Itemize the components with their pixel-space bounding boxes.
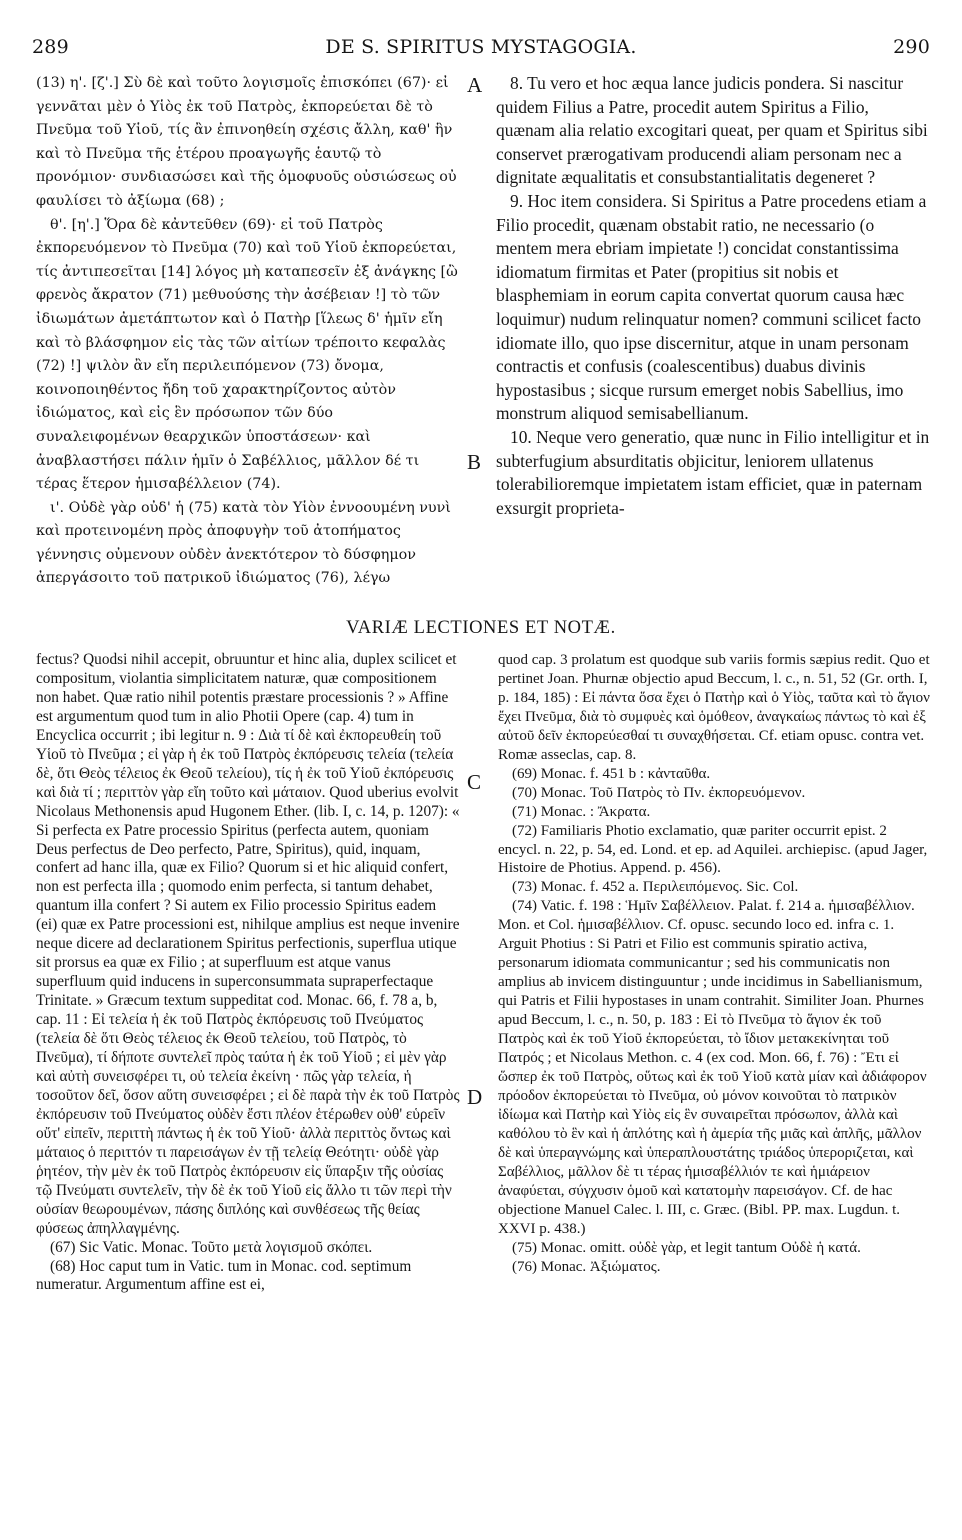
greek-paragraph: θ'. [η'.] Ὅρα δὲ κἀντεῦθεν (69)· εἰ τοῦ Πατρὸς ἐκπορευόμενον τὸ Πνεῦμα (70) καὶ τοῦ Υἱοῦ ἐκπορεύεται, τίς ἀντιπεσεῖται [14] λόγος μὴ καταπεσεῖν ἐξ ἀνάγκης [ὢ φρενὸς ἄκρατον (71) μεθυούσης τὴν ἀσέβειαν !] τὸ τῶν ἰδιωμάτων ἀμετάπτωτον καὶ ὁ Πατὴρ [ἵλεως δ' ἡμῖν εἴη καὶ τὸ βλάσφημον εἰς τὰς τῶν αἰτίων τρέποιτο κεφαλὰς (72) !] ψιλὸν ἂν εἴη περιλειπόμενον (73) ὄνομα, κοινοποιηθέντος ἤδη τοῦ χαρακτηρίζοντος αὐτὸν ἰδιώματος, καὶ εἰς ἓν πρόσωπον τῶν δύο συναλειφομένων θεαρχικῶν ὑποστάσεων· καὶ ἀναβλαστήσει πάλιν ἡμῖν ὁ Σαβέλλιος, μᾶλλον δέ τι τέρας ἕτερον ἡμισαβέλλειον (74).: [36, 216, 458, 493]
greek-paragraph: (13) η'. [ζ'.] Σὺ δὲ καὶ τοῦτο λογισμοῖς ἐπισκόπει (67)· εἰ γεννᾶται μὲν ὁ Υἱὸς ἐκ τοῦ Πατρὸς, ἐκπορεύεται δὲ τὸ Πνεῦμα τοῦ Υἱοῦ, τίς ἂν ἐπινοηθείη σχέσις ἄλλη, καθ' ἣν καὶ τὸ Πνεῦμα τῆς ἑτέρου προαγωγῆς ἑαυτῷ τὸ προνόμιον· συνδιασώσει καὶ τῆς ὁμοφυοῦς οὐσιώσεως οὐ φαυλίσει τὸ ἀξίωμα (68) ;: [36, 75, 457, 209]
greek-text-column: [36, 72, 460, 612]
section-marker-c: C: [467, 770, 482, 794]
note-paragraph: (76) Monac. Ἀξιώματος.: [512, 1258, 661, 1275]
notes-left-column: [36, 651, 460, 1523]
note-paragraph: fectus? Quodsi nihil accepit, obruuntur et hinc alia, duplex scilicet et compositum, violantia simplicitatem naturæ, quæ compositionem non habet. Quæ ratio nihil potentis præstare processionis ? » Affine est argumentum quod tum in alio Photii Opere (cap. 4) tum in Encyclica occurrit ; ibi legitur n. 9 : Διὰ τί δὲ καὶ ἐκπορευθείη τοῦ Υἱοῦ τὸ Πνεῦμα ; εἰ γὰρ ἡ ἐκ τοῦ Πατρὸς ἐκπόρευσις τελεία (τελεία δὲ, ὅτι Θεὸς τέλειος ἐκ Θεοῦ τελείου), τίς ἡ ἐκ τοῦ Υἱοῦ ἐκπόρευσις καὶ διὰ τί ; περιττὸν γὰρ εἴη τοῦτο καὶ μάταιον. Quod uberius evolvit Nicolaus Methonensis apud Hugonem Ether. (lib. I, c. 14, p. 1207): « Si perfecta ex Patre processio Spiritus (perfecta autem, quoniam Deus perfectus de Deo perfecto, Patre, Spiritus), quid, inquam, confert ad hanc illa, quæ ex Filio? Quorum si et hic aliquid confert, non est perfecta illa ; quomodo enim perfecta, si tantum dehabet, quantum illa confert ? Si autem ex Filio processio Spiritus eadem (ei) quæ ex Patre processioni est, nihilque amplius est neque invenire neque dicere ad declarationem Spiritus perfectionis, superflua utique sit prorsus ea quæ ex Filio ; at superfluum est atque vanus superfluum quid inducens in superconsummata supraperfectaque Trinitate. » Græcum textum suppeditat cod. Monac. 66, f. 78 a, b, cap. 11 : Εἰ τελεία ἡ ἐκ τοῦ Πατρὸς ἐκπόρευσις τοῦ Πνεύματος (τελεία δὲ ὅτι Θεὸς τέλειος ἐκ Θεοῦ τελείου, τοῦ Πατρὸς, τὸ Πνεῦμα), τί δήποτε συντελεῖ πρὸς ταύτα ἡ ἐκ τοῦ Υἱοῦ ; εἰ μὲν γὰρ καὶ αὐτὴ συνεισφέρει τι, οὐ τελεία ἐκείνη · πῶς γὰρ τελεία, ἡ τοσοῦτον δεῖ, ὅσον αὕτη συνεισφέρει ; εἰ δὲ παρὰ τὴν ἐκ τοῦ Πατρὸς ἐκπόρευσιν τοῦ Πνεύματος οὐδὲν ἔστι πλέον ἑτέρωθεν οὐθ' εὑρεῖν οὔτ' εἰπεῖν, περιττὴ πάντως ἡ ἐκ τοῦ Υἱοῦ· ἀλλὰ περιττὸς ὄντως καὶ μάταιος ὁ περιττόν τι παρεισάγων ἐν τῇ τελείᾳ Θεότητι· οὐδὲ γὰρ ῥητέον, τὴν μὲν ἐκ τοῦ Πατρὸς ἐκπόρευσιν εἰς ὕπαρξιν τῆς οὐσίας τῷ Πνεύματι συντελεῖν, τὴν δὲ ἐκ τοῦ Υἱοῦ εἰς ἄλλο τι τῶν περὶ τὴν οὐσίαν θεωρουμένων, πάσης διπλόης καὶ συνθέσεως τῆς θείας φύσεως ἀπηλλαγμένης.: [36, 651, 460, 1237]
note-paragraph: (73) Monac. f. 452 a. Περιλειπόμενος. Sic. Col.: [512, 879, 799, 896]
note-paragraph: (75) Monac. omitt. οὐδὲ γὰρ, et legit tantum Οὐδὲ ἡ κατά.: [512, 1239, 861, 1256]
latin-paragraph: 10. Neque vero generatio, quæ nunc in Filio intelligitur et in subterfugium absurditatis objicitur, leniorem ullatenus tolerabilioremque impietatem istam efficiet, quæ in paternam exsurgit proprieta-: [496, 426, 930, 518]
note-paragraph: (69) Monac. f. 451 b : κἀνταῦθα.: [512, 765, 711, 782]
note-paragraph: (71) Monac. : Ἄκρατα.: [512, 803, 651, 820]
note-paragraph: (67) Sic Vatic. Monac. Τοῦτο μετὰ λογισμοῦ σκόπει.: [50, 1238, 373, 1256]
page-number-left: 289: [32, 36, 69, 58]
note-paragraph: (74) Vatic. f. 198 : Ἡμῖν Σαβέλλειον. Palat. f. 214 a. ἡμισαβέλλιον. Mon. et Col. ἡμισαβέλλιον. Cf. opusc. secundo loco ed. infra c. 1. Arguit Photius : Si Patri et Filio est communis spiratio activa, personarum idiomata communicantur ; sed his communicatis non amplius ab invicem distinguuntur ; unde incidimus in Sabellianismum, qui Patris et Filii hypostases in unam contrahit. Similiter Joan. Phurnes apud Beccum, l. c., n. 50, p. 183 : Εἰ τὸ Πνεῦμα τὸ ἅγιον ἐκ τοῦ Πατρὸς καὶ ἐκ τοῦ Υἱοῦ ἐκπορεύεται, τὸ ἴδιον μετακεκίνηται τοῦ Πατρός ; et Nicolaus Methon. c. 4 (ex cod. Mon. 66, f. 76) : Ἔτι εἰ ὥσπερ ἐκ τοῦ Πατρὸς, οὕτως καὶ ἐκ τοῦ Υἱοῦ κατὰ μίαν καὶ ἀδιάφορον πρόοδον ἐκπορεύεται τὸ Πνεῦμα, οὐ μόνον κοινοῦται τὸ πατρικὸν ἰδίωμα καὶ Πατὴρ καὶ Υἱὸς εἰς ἓν συναιρεῖται πρόσωπον, ἀλλὰ καὶ καθόλου τὸ ἓν καὶ ἡ ἁπλότης καὶ ἡ ἀμερία τῆς μιᾶς καὶ ἁπλῆς, μᾶλλον δὲ καὶ ὑπεραγνώμης καὶ ὑπεραπλουστάτης τριάδος ὑπεροριζεται, καὶ Σαβέλλιος, μᾶλλον δὲ τι τέρας ἡμισαβέλλιόν τε καὶ ἡμιάρειον ἀναφύεται, σύγχυσιν ὁμοῦ καὶ κατατομὴν παρεισάγον. Cf. de hac objectione Manuel Calec. l. III, c. Græc. (Bibl. PP. max. Lugdun. t. XXVI p. 438.): [498, 898, 927, 1237]
page-number-right: 290: [893, 36, 930, 58]
running-title: DE S. SPIRITUS MYSTAGOGIA.: [325, 36, 637, 58]
greek-paragraph: ι'. Οὐδὲ γὰρ οὐδ' ἡ (75) κατὰ τὸν Υἱὸν ἐννοουμένη νυνὶ καὶ προτεινομένη πρὸς ἀποφυγὴν τοῦ ἀτοπήματος γέννησις οὐμενουν οὐδὲν ἀνεκτότερον τὸ δύσφημον ἀπεργάσοιτο τοῦ πατρικοῦ ἰδιώματος (76), λέγω: [36, 499, 451, 587]
notes-heading: VARIÆ LECTIONES ET NOTÆ.: [346, 618, 616, 638]
page-header: [32, 36, 930, 62]
latin-paragraph: 9. Hoc item considera. Si Spiritus a Patre procedens etiam a Filio procedit, quænam obstabit ratio, ne necessario (o mentem mera ebriam impietate !) concidat constantissima idiomatum firmitas et Pater (propitius sit nobis et blasphemiam in eorum capita convertat quorum causa hæc loquimur) nudum relinquatur nomen? communi scilicet facto idiomate illo, quo ipse discernitur, atque in unam personam contractis et confusis (coalescentibus) duabus divinis hypostasibus ; sicque rursum emerget nobis Sabellius, imo monstrum aliquod semisabellianum.: [496, 190, 927, 424]
note-paragraph: (72) Familiaris Photio exclamatio, quæ pariter occurrit epist. 2 encycl. n. 22, p. 54, ed. Lond. et ep. ad Aquilei. archiepisc. (apud Jager, Histoire de Photius. Append. p. 456).: [498, 822, 928, 877]
latin-text-column: [496, 72, 930, 612]
section-marker-b: B: [467, 450, 482, 474]
section-marker-a: A: [467, 73, 483, 97]
note-paragraph: (68) Hoc caput tum in Vatic. tum in Monac. cod. septimum numeratur. Argumentum affine est ei,: [36, 1257, 412, 1294]
notes-right-column: [498, 651, 930, 1523]
note-paragraph: quod cap. 3 prolatum est quodque sub variis formis sæpius redit. Quo et pertinet Joan. Phurnæ objectio apud Beccum, l. c., n. 51, 52 (Gr. orth. I, p. 184, 185) : Εἰ πάντα ὅσα ἔχει ὁ Πατὴρ καὶ ὁ Υἱὸς, ταῦτα καὶ τὸ ἅγιον ἔχει Πνεῦμα, διὰ τὸ συμφυὲς καὶ ὁμόθεον, ἀναγκαίως πάντως τὸ καὶ ἐξ αὐτοῦ δεῖν ἐκπορεύεσθαί τι συναχθήσεται. Cf. etiam opusc. contra vet. Romæ asseclas, cap. 8.: [498, 652, 930, 763]
section-marker-d: D: [467, 1085, 483, 1109]
note-paragraph: (70) Monac. Τοῦ Πατρὸς τὸ Πν. ἐκπορευόμενον.: [512, 784, 806, 801]
latin-paragraph: 8. Tu vero et hoc æqua lance judicis pondera. Si nascitur quidem Filius a Patre, procedit autem Spiritus a Filio, quænam alia relatio excogitari queat, per quam et Spiritus sibi conservet prærogativam producendi aliam personam nec a dignitate æqualitatis et consubstantialitatis degeneret ?: [496, 73, 928, 188]
